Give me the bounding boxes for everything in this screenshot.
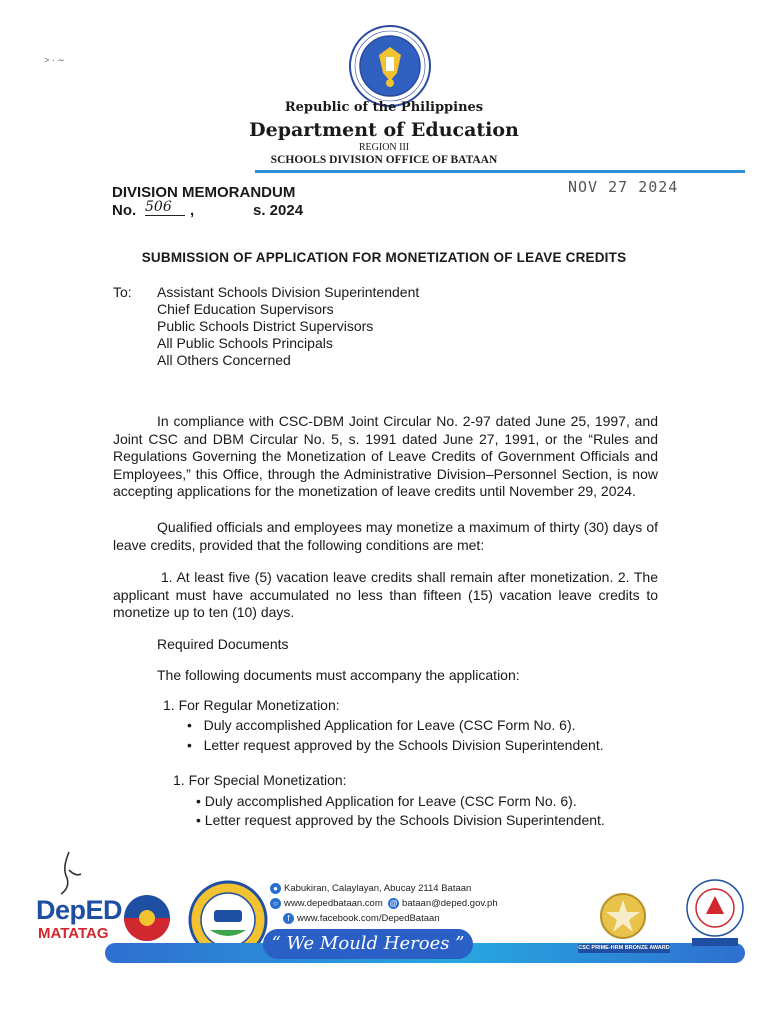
deped-seal-icon [349, 25, 431, 107]
memo-comma: , [190, 202, 195, 219]
region-line: REGION III [358, 142, 410, 153]
department-title: Department of Education [249, 119, 519, 141]
special-item-text: Letter request approved by the Schools Division Superintendent. [204, 812, 605, 828]
regular-item-text: Letter request approved by the Schools Division Superintendent. [203, 737, 604, 753]
date-stamp: NOV 27 2024 [568, 178, 679, 196]
recipient: All Public Schools Principals [157, 335, 333, 351]
location-icon: ● [270, 883, 281, 894]
regular-item: • Letter request approved by the Schools Division Superintendent. [187, 737, 604, 753]
recipient: Assistant Schools Division Superintendent [157, 284, 420, 300]
website-text[interactable]: www.depedbataan.com [284, 898, 383, 910]
recipient-list [157, 284, 419, 369]
regular-item-text: Duly accomplished Application for Leave (CSC Form No. 6). [203, 717, 576, 733]
regular-item: • Duly accomplished Application for Leave (CSC Form No. 6). [187, 717, 576, 733]
email-icon: @ [389, 899, 398, 908]
republic-line: Republic of the Philippines [284, 100, 484, 115]
subject-title: SUBMISSION OF APPLICATION FOR MONETIZATION OF LEAVE CREDITS [141, 250, 627, 265]
signature-mark [55, 850, 85, 898]
to-label: To: [113, 284, 132, 300]
contact-facebook [283, 913, 440, 924]
recipient: Public Schools District Supervisors [157, 318, 374, 334]
required-documents-heading: Required Documents [157, 636, 289, 652]
globe-icon: ○ [270, 898, 281, 909]
special-item: • Duly accomplished Application for Leave (CSC Form No. 6). [196, 793, 577, 809]
csc-award-label: CSC PRIME-HRM BRONZE AWARD [578, 945, 670, 951]
regular-monetization-title: 1. For Regular Monetization: [163, 697, 340, 713]
memo-type: DIVISION MEMORANDUM [112, 184, 296, 201]
office-line: SCHOOLS DIVISION OFFICE OF BATAAN [270, 154, 498, 166]
special-item: • Letter request approved by the Schools Division Superintendent. [196, 812, 605, 828]
address-text: Kabukiran, Calaylayan, Abucay 2114 Bataan [284, 883, 472, 895]
following-documents-text: The following documents must accompany the application: [157, 667, 520, 683]
special-monetization-title: 1. For Special Monetization: [173, 772, 347, 788]
contact-web-email [270, 898, 498, 909]
deped-logo-text: DepED [36, 895, 123, 925]
scan-mark: ˃ · ∼ [44, 55, 65, 65]
motto-banner: “ We Mould Heroes ” [263, 929, 473, 959]
facebook-icon: f [283, 913, 294, 924]
paragraph-compliance: In compliance with CSC-DBM Joint Circular No. 2-97 dated June 25, 1997, and Joint CSC and DBM Circular No. 5, s. 1991 dated June 27, 1991, or the “Rules and Regulations Governing the Monetization of Leave Credits of Government Officials and Employees,” this Office, through the Administrative Division–Personnel Section, is now accepting applications for the monetization of leave credits until November 29, 2024. [113, 413, 658, 499]
paragraph-qualified: Qualified officials and employees may monetize a maximum of thirty (30) days of leave credits, provided that the following conditions are met: [113, 519, 658, 553]
facebook-text[interactable]: www.facebook.com/DepedBataan [297, 913, 440, 925]
special-item-text: Duly accomplished Application for Leave (CSC Form No. 6). [204, 793, 577, 809]
memo-number: 506 [145, 199, 185, 216]
email-text[interactable]: bataan@deped.gov.ph [402, 898, 498, 910]
matatag-text: MATATAG [38, 925, 109, 942]
paragraph-conditions: 1. At least five (5) vacation leave credits shall remain after monetization. 2. The applicant must have accumulated no less than fifteen (15) vacation leave credits to monetize up to ten (10) days. [113, 569, 658, 620]
header-rule [255, 170, 745, 173]
recipient: Chief Education Supervisors [157, 301, 334, 317]
contact-address [270, 883, 471, 894]
recipient: All Others Concerned [157, 352, 291, 368]
bagong-pilipinas-logo-icon [118, 893, 176, 943]
csc-award-icon [594, 890, 652, 942]
quality-seal-icon [684, 872, 746, 952]
memo-number-label: No. [112, 202, 137, 219]
memo-series: s. 2024 [253, 202, 304, 219]
